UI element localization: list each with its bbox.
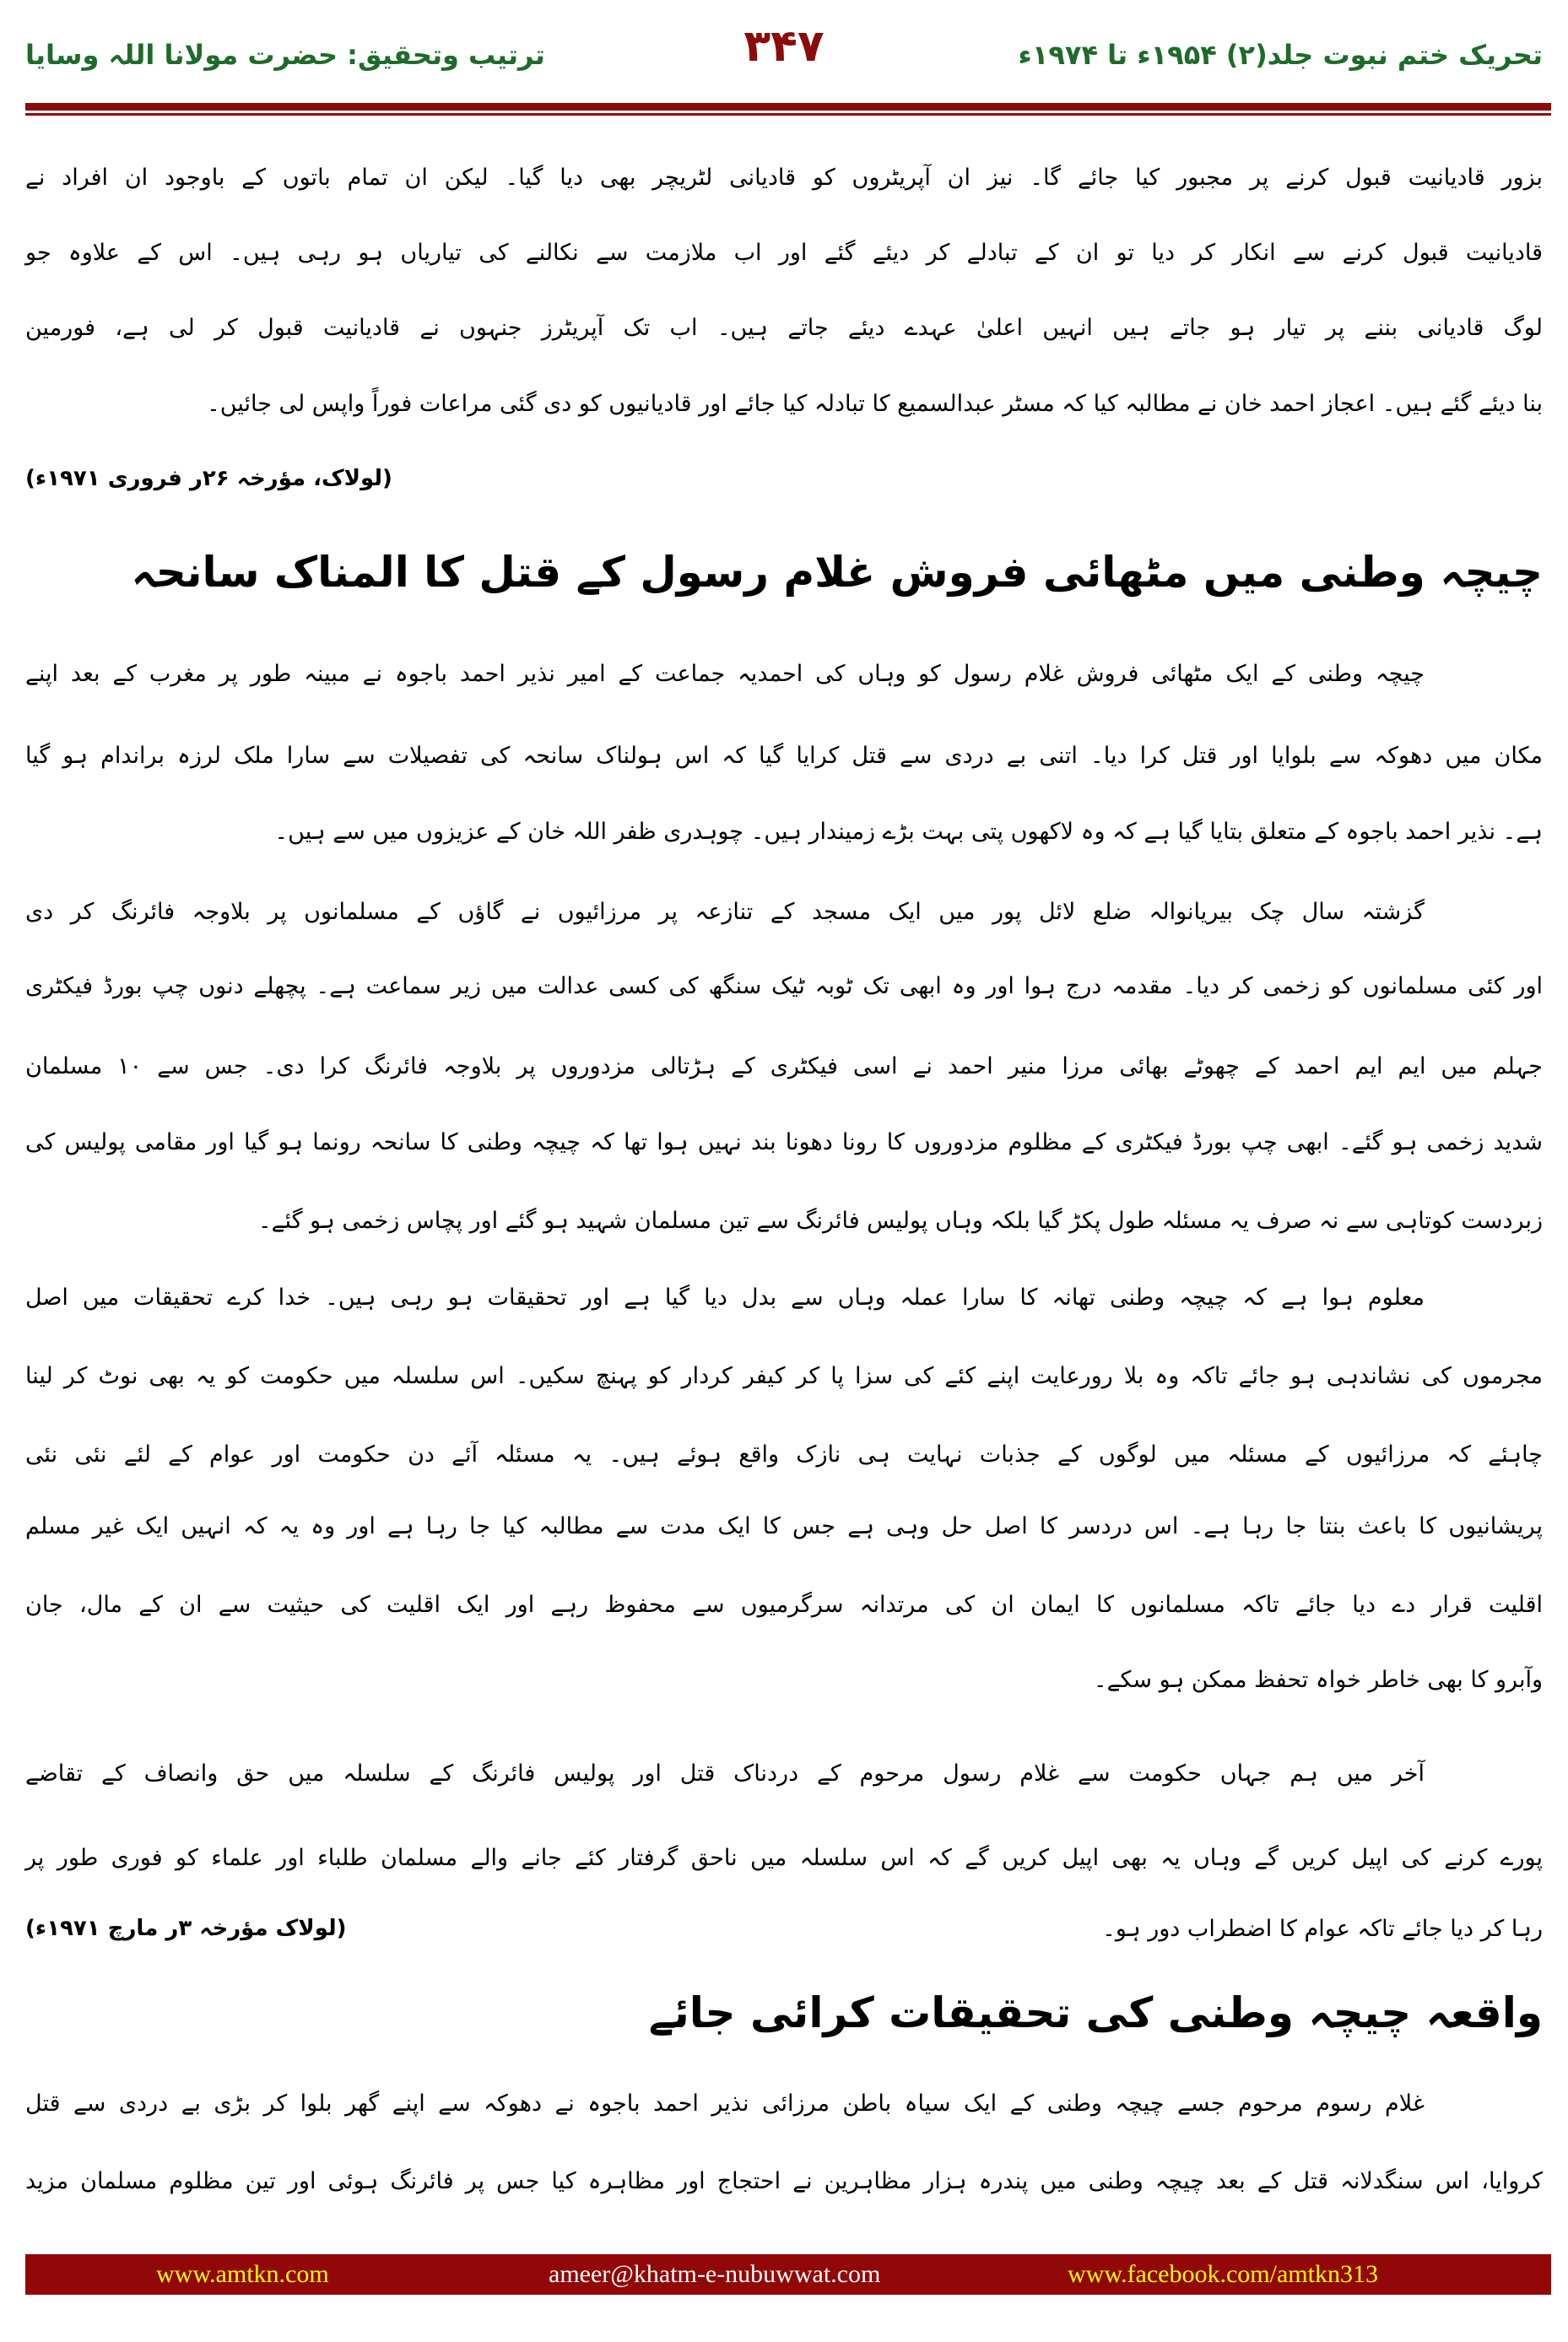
citation: (لولاک مؤرخہ ۳ر مارچ ۱۹۷۱ء) xyxy=(25,1916,347,1941)
page-number: ۳۴۷ xyxy=(743,21,825,72)
website-link[interactable]: www.amtkn.com xyxy=(156,2260,329,2288)
text-line: چیچہ وطنی کے ایک مٹھائی فروش غلام رسول کو وہاں کی احمدیہ جماعت کے امیر نذیر احمد باجوہ نے مبینہ طور پر مغرب کے بعد اپنے xyxy=(25,661,1425,687)
text-line: لوگ قادیانی بننے پر تیار ہو جاتے ہیں انہیں اعلیٰ عہدے دیئے جاتے ہیں۔ اب تک آپریٹرز جنہوں نے قادیانیت قبول کر لی ہے، فورمین xyxy=(25,315,1543,341)
text-line: وآبرو کا بھی خاطر خواہ تحفظ ممکن ہو سکے۔ xyxy=(1093,1667,1543,1693)
text-line: کروایا، اس سنگدلانہ قتل کے بعد چیچہ وطنی میں پندرہ ہزار مظاہرین نے احتجاج اور مظاہرہ کیا جس پر فائرنگ ہوئی اور تین مظلوم مسلمان مزید xyxy=(25,2168,1543,2194)
text-line: اقلیت قرار دے دیا جائے تاکہ مسلمانوں کا ایمان ان کی مرتدانہ سرگرمیوں سے محفوظ رہے اور ایک اقلیت کی حیثیت سے ان کے مال، جان xyxy=(25,1592,1543,1618)
text-line: جہلم میں ایم ایم احمد کے چھوٹے بھائی مرزا منیر احمد نے اسی فیکٹری کے ہڑتالی مزدوروں پر بلاوجہ فائرنگ کرا دی۔ جس سے ۱۰ مسلمان xyxy=(25,1053,1544,1079)
text-line: گزشتہ سال چک بیریانوالہ ضلع لائل پور میں ایک مسجد کے تنازعہ پر مرزائیوں نے گاؤں کے مسلمانوں پر بلاوجہ فائرنگ کر دی xyxy=(25,899,1425,925)
text-line: رہا کر دیا جائے تاکہ عوام کا اضطراب دور ہو۔ xyxy=(1102,1916,1543,1942)
citation: (لولاک، مؤرخہ ۲۶ر فروری ۱۹۷۱ء) xyxy=(25,466,392,491)
text-line: بزور قادیانیت قبول کرنے پر مجبور کیا جائے گا۔ نیز ان آپریٹروں کو قادیانی لٹریچر بھی دیا گیا۔ لیکن ان تمام باتوں کے باوجود ان افراد نے xyxy=(25,165,1543,191)
header-rule-thin xyxy=(25,113,1551,116)
text-line: مکان میں دھوکہ سے بلوایا اور قتل کرا دیا۔ اتنی بے دردی سے قتل کرایا گیا کہ اس ہولناک سانحہ کی تفصیلات سے سارا ملک لرزہ براندام ہو گیا xyxy=(25,743,1543,769)
text-line: شدید زخمی ہو گئے۔ ابھی چپ بورڈ فیکٹری کے مظلوم مزدوروں کا رونا دھونا بند نہیں ہوا تھا کہ چیچہ وطنی کا سانحہ رونما ہو گیا اور مقامی پولیس کی xyxy=(25,1129,1543,1155)
text-line: اور کئی مسلمانوں کو زخمی کر دیا۔ مقدمہ درج ہوا اور وہ ابھی تک ٹوبہ ٹیک سنگھ کی کسی عدالت میں زیر سماعت ہے۔ پچھلے دنوں چپ بورڈ فیکٹری xyxy=(25,973,1543,999)
email-link[interactable]: ameer@khatm-e-nubuwwat.com xyxy=(549,2260,881,2288)
text-line: پورے کرنے کی اپیل کریں گے وہاں یہ بھی اپیل کریں گے کہ اس سلسلہ میں ناحق گرفتار کئے جانے والے مسلمان طلباء اور علماء کو فوری طور پر xyxy=(25,1845,1543,1871)
text-line: زبردست کوتاہی سے نہ صرف یہ مسئلہ طول پکڑ گیا بلکہ وہاں پولیس فائرنگ سے تین مسلمان شہید ہو گئے اور پچاس زخمی ہو گئے۔ xyxy=(257,1208,1543,1234)
text-line: پریشانیوں کا باعث بنتا جا رہا ہے۔ اس دردسر کا اصل حل وہی ہے جس کا ایک مدت سے مطالبہ کیا جا رہا ہے اور وہ یہ کہ انہیں ایک غیر مسلم xyxy=(25,1513,1543,1539)
text-line: چاہئے کہ مرزائیوں کے مسئلہ میں لوگوں کے جذبات نہایت ہی نازک واقع ہوئے ہیں۔ یہ مسئلہ آئے دن حکومت اور عوام کے لئے نئی نئی xyxy=(25,1441,1543,1468)
text-line: آخر میں ہم جہاں حکومت سے غلام رسول مرحوم کے دردناک قتل اور پولیس فائرنگ کے سلسلہ میں حق وانصاف کے تقاضے xyxy=(25,1761,1425,1787)
text-line: معلوم ہوا ہے کہ چیچہ وطنی تھانہ کا سارا عملہ وہاں سے بدل دیا گیا ہے اور تحقیقات ہو رہی ہیں۔ خدا کرے تحقیقات میں اصل xyxy=(25,1285,1425,1311)
facebook-link[interactable]: www.facebook.com/amtkn313 xyxy=(1068,2260,1378,2288)
text-line: قادیانیت قبول کرنے سے انکار کر دیا تو ان کے تبادلے کر دیئے گئے اور اب ملازمت سے نکالنے کی تیاریاں ہو رہی ہیں۔ اس کے علاوہ جو xyxy=(25,240,1543,266)
text-line: غلام رسوم مرحوم جسے چیچہ وطنی کے ایک سیاہ باطن مرزائی نذیر احمد باجوہ نے دھوکہ سے اپنے گھر بلوا کر بڑی بے دردی سے قتل xyxy=(25,2090,1425,2117)
text-line: ہے۔ نذیر احمد باجوہ کے متعلق بتایا گیا ہے کہ وہ لاکھوں پتی بہت بڑے زمیندار ہیں۔ چوہدری ظفر اللہ خان کے عزیزوں میں سے ہیں۔ xyxy=(274,819,1543,845)
header-rule-thick xyxy=(25,103,1551,111)
footer-bar xyxy=(25,2254,1551,2295)
text-line: مجرموں کی نشاندہی ہو جائے تاکہ وہ بلا رورعایت اپنے کئے کی سزا پا کر کیفر کردار کو پہنچ سکیں۔ اس سلسلہ میں حکومت کو یہ بھی نوٹ کر لینا xyxy=(25,1363,1543,1389)
section-heading: چیچہ وطنی میں مٹھائی فروش غلام رسول کے قتل کا المناک سانحہ xyxy=(131,548,1543,597)
book-title: تحریک ختم نبوت جلد(۲) ۱۹۵۴ء تا ۱۹۷۴ء xyxy=(1018,39,1543,71)
section-heading: واقعہ چیچہ وطنی کی تحقیقات کرائی جائے xyxy=(648,1988,1543,2037)
compiler-credit: ترتیب وتحقیق: حضرت مولانا اللہ وسایا xyxy=(25,39,545,71)
text-line: بنا دیئے گئے ہیں۔ اعجاز احمد خان نے مطالبہ کیا کہ مسٹر عبدالسمیع کا تبادلہ کیا جائے اور قادیانیوں کو دی گئی مراعات فوراً واپس لی جائیں۔ xyxy=(206,391,1543,417)
